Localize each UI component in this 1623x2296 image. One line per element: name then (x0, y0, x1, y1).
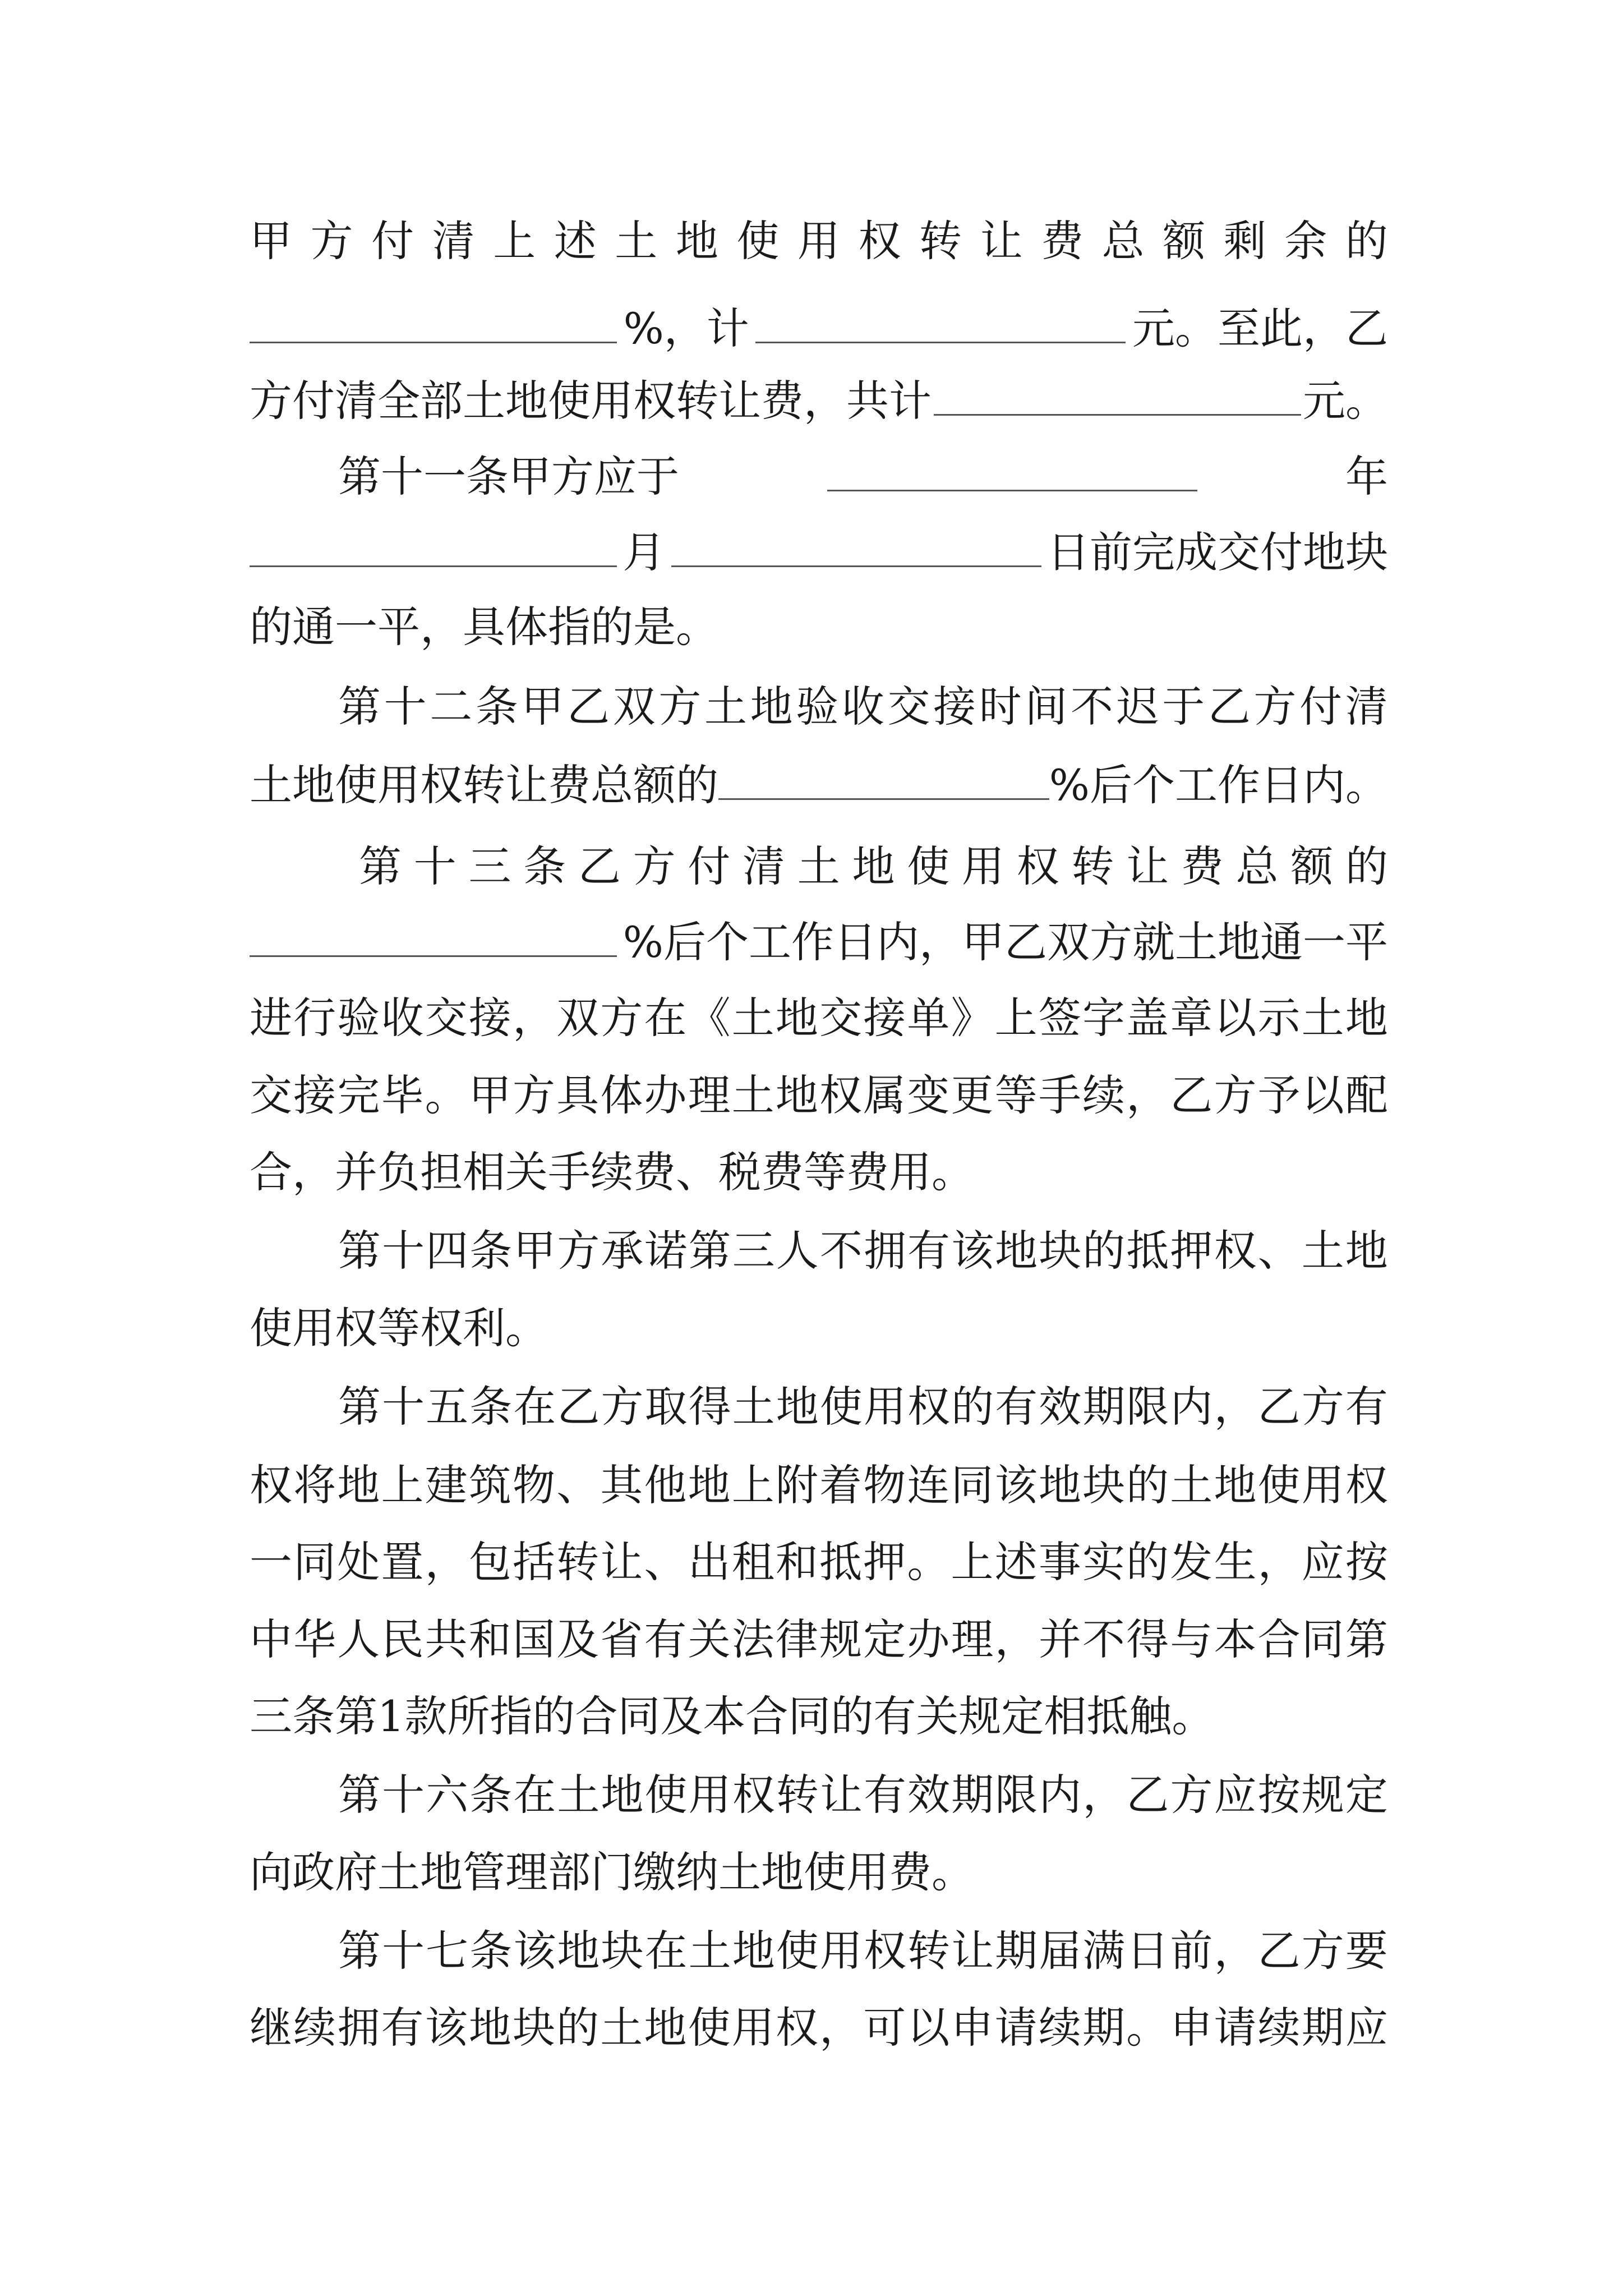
text-line (250, 1457, 1388, 1513)
text-segment: %，计 (623, 303, 749, 353)
text-segment: 合，并负担相关手续费、税费等费用。 (250, 1147, 974, 1197)
text-segment: 中 华 人 民 共 和 国 及 省 有 关 法 律 规 定 办 理 ， 并 不 得 与 本 合 同 第 (250, 1614, 1388, 1664)
text-line (250, 757, 1388, 813)
text-segment: 一 同 处 置 ， 包 括 转 让 、 出 租 和 抵 押 。 上 述 事 实 的 发 生 ， 应 按 (250, 1537, 1388, 1587)
text-line (338, 1923, 1388, 1979)
blank-field (250, 528, 617, 567)
text-segment: 的通一平，具体指的是。 (250, 602, 718, 652)
text-line (250, 1844, 1388, 1901)
text-line (338, 1767, 1388, 1823)
text-line (359, 839, 1388, 895)
text-line (250, 1300, 1388, 1356)
text-line (250, 1688, 1388, 1745)
blank-field (250, 918, 617, 957)
text-segment: 向政府土地管理部门缴纳土地使用费。 (250, 1847, 974, 1897)
text-segment: 继 续 拥 有 该 地 块 的 土 地 使 用 权 ， 可 以 申 请 续 期 。 申 请 续 期 应 (250, 2003, 1388, 2053)
text-line (250, 1144, 1388, 1200)
text-segment: 方付清全部土地使用权转让费，共计 (250, 376, 932, 426)
text-segment: 进 行 验 收 交 接 ， 双 方 在 《 土 地 交 接 单 》 上 签 字 盖 章 以 示 土 地 (250, 993, 1388, 1043)
text-segment: 甲 方 付 清 上 述 土 地 使 用 权 转 让 费 总 额 剩 余 的 (250, 216, 1388, 266)
text-segment: 日前完成交付地块 (1046, 527, 1388, 577)
text-segment: 月 (623, 527, 666, 577)
text-segment: 第 十 七 条 该 地 块 在 土 地 使 用 权 转 让 期 届 满 日 前 ， 乙 方 要 (338, 1926, 1388, 1976)
text-segment: 土地使用权转让费总额的 (250, 760, 718, 810)
text-line (250, 213, 1388, 269)
blank-field (827, 452, 1197, 491)
blank-field (250, 304, 617, 343)
text-line (250, 914, 1388, 970)
text-segment: 年 (1345, 452, 1388, 501)
text-line (250, 1068, 1388, 1124)
blank-field (934, 376, 1301, 416)
text-segment: 元。至此，乙 (1132, 303, 1388, 353)
blank-field (755, 304, 1126, 343)
text-line (250, 990, 1388, 1046)
text-line (250, 2000, 1388, 2056)
text-line (338, 1379, 1388, 1435)
text-segment: 第 十 二 条 甲 乙 双 方 土 地 验 收 交 接 时 间 不 迟 于 乙 方 付 清 (338, 682, 1388, 731)
text-segment: 第十一条甲方应于 (338, 452, 679, 501)
text-line (338, 679, 1388, 735)
text-segment: 权 将 地 上 建 筑 物 、 其 他 地 上 附 着 物 连 同 该 地 块 的 土 地 使 用 权 (250, 1460, 1388, 1510)
text-segment: 交 接 完 毕 。 甲 方 具 体 办 理 土 地 权 属 变 更 等 手 续 ， 乙 方 予 以 配 (250, 1070, 1388, 1120)
text-line (338, 1223, 1388, 1279)
text-segment: 第 十 三 条 乙 方 付 清 土 地 使 用 权 转 让 费 总 额 的 (359, 841, 1388, 891)
text-segment: 元。 (1303, 376, 1388, 426)
text-segment: 三条第1款所指的合同及本合同的有关规定相抵触。 (250, 1691, 1215, 1741)
text-segment: 第 十 五 条 在 乙 方 取 得 土 地 使 用 权 的 有 效 期 限 内 ， 乙 方 有 (338, 1382, 1388, 1432)
text-line (250, 1612, 1388, 1668)
blank-field (718, 761, 1049, 800)
text-line (250, 524, 1388, 581)
text-line (250, 301, 1388, 357)
text-line (250, 1534, 1388, 1590)
text-segment: %后个工作日内。 (1049, 760, 1388, 810)
blank-field (671, 528, 1041, 567)
text-line (250, 373, 1388, 429)
text-line (250, 599, 1388, 655)
text-line (338, 449, 1388, 505)
text-segment: 第 十 六 条 在 土 地 使 用 权 转 让 有 效 期 限 内 ， 乙 方 应 按 规 定 (338, 1770, 1388, 1820)
text-segment: 第 十 四 条 甲 方 承 诺 第 三 人 不 拥 有 该 地 块 的 抵 押 权 、 土 地 (338, 1226, 1388, 1276)
text-segment: %后个工作日内，甲乙双方就土地通一平 (623, 917, 1388, 967)
text-segment: 使用权等权利。 (250, 1303, 548, 1353)
